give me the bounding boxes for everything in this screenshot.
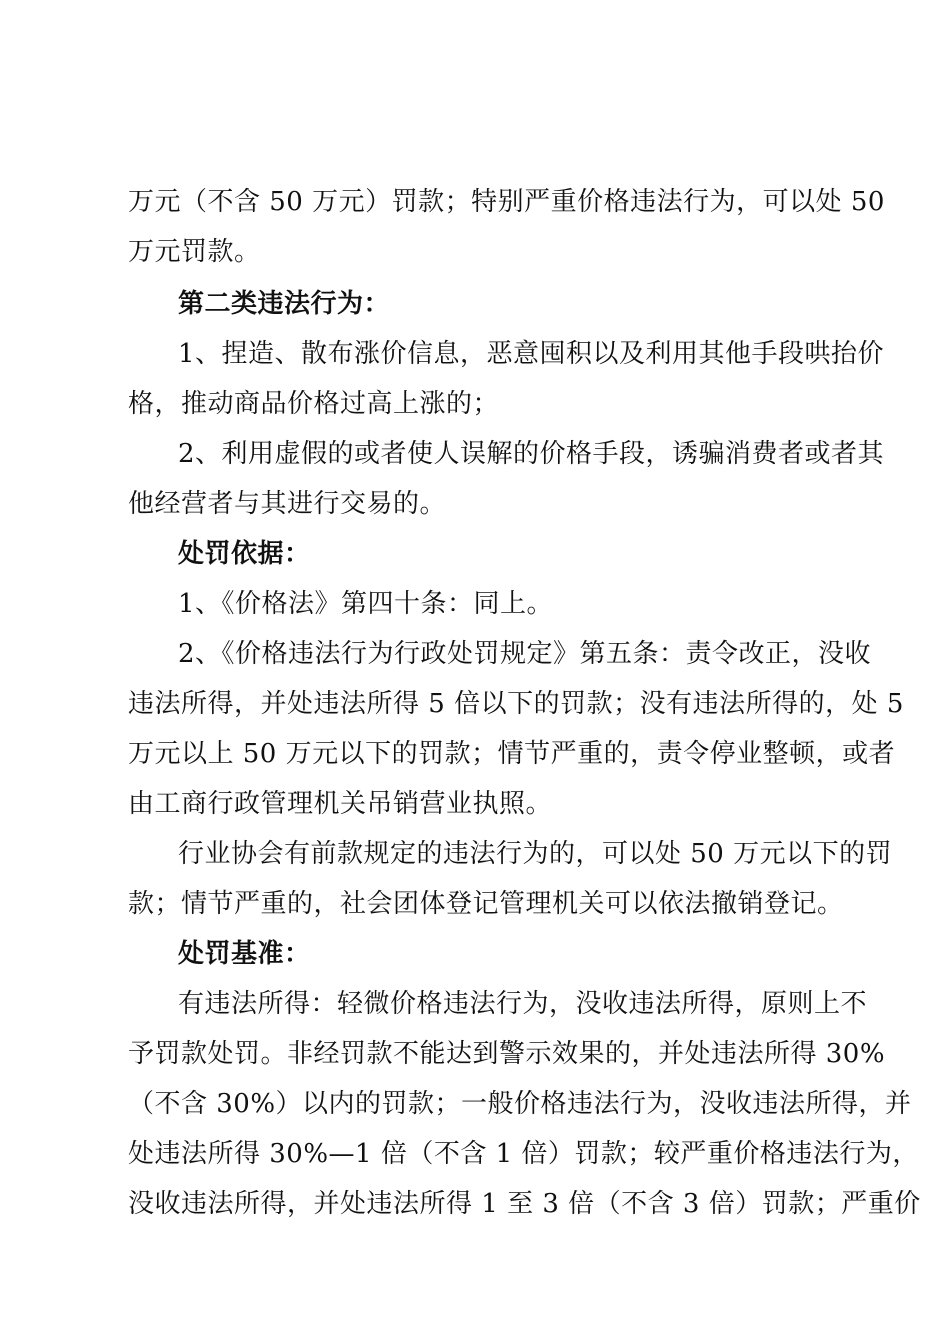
body-text-line: 格，推动商品价格过高上涨的；	[128, 389, 500, 419]
body-text-line: 1、捏造、散布涨价信息，恶意囤积以及利用其他手段哄抬价	[178, 339, 885, 369]
section-heading: 第二类违法行为：	[178, 289, 391, 319]
body-text-line: 2、《价格违法行为行政处罚规定》第五条：责令改正，没收	[178, 639, 872, 669]
body-text-line: 没收违法所得，并处违法所得 1 至 3 倍（不含 3 倍）罚款；严重价	[128, 1189, 921, 1219]
body-text-line: 予罚款处罚。非经罚款不能达到警示效果的，并处违法所得 30%	[128, 1039, 886, 1069]
body-text-line: 有违法所得：轻微价格违法行为，没收违法所得，原则上不	[178, 989, 868, 1019]
section-heading: 处罚依据：	[178, 539, 311, 569]
body-text-line: 他经营者与其进行交易的。	[128, 489, 447, 519]
body-text-line: 由工商行政管理机关吊销营业执照。	[128, 789, 553, 819]
body-text-line: 万元（不含 50 万元）罚款；特别严重价格违法行为，可以处 50	[128, 187, 885, 217]
body-text-line: 违法所得，并处违法所得 5 倍以下的罚款；没有违法所得的，处 5	[128, 689, 904, 719]
body-text-line: 处违法所得 30%—1 倍（不含 1 倍）罚款；较严重价格违法行为，	[128, 1139, 919, 1169]
body-text-line: 2、利用虚假的或者使人误解的价格手段，诱骗消费者或者其	[178, 439, 885, 469]
body-text-line: 行业协会有前款规定的违法行为的，可以处 50 万元以下的罚	[178, 839, 893, 869]
body-text-line: 万元以上 50 万元以下的罚款；情节严重的，责令停业整顿，或者	[128, 739, 896, 769]
section-heading: 处罚基准：	[178, 939, 311, 969]
body-text-line: （不含 30%）以内的罚款；一般价格违法行为，没收违法所得，并	[128, 1089, 912, 1119]
body-text-line: 款；情节严重的，社会团体登记管理机关可以依法撤销登记。	[128, 889, 844, 919]
body-text-line: 1、《价格法》第四十条：同上。	[178, 589, 554, 619]
body-text-line: 万元罚款。	[128, 237, 261, 267]
